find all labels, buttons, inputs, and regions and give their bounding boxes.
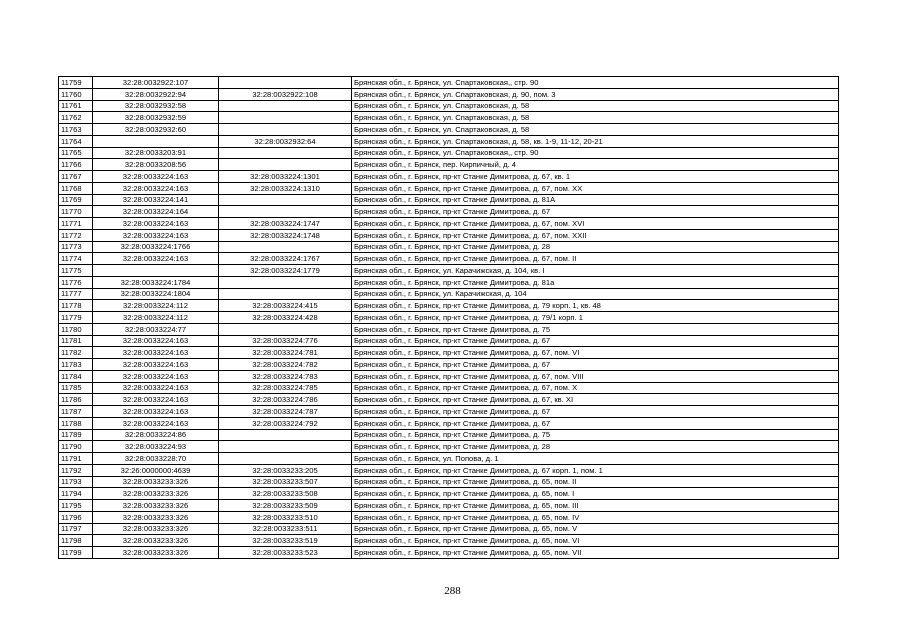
cadastral-number-cell: 32:28:0033224:1766 — [93, 241, 219, 253]
row-number-cell: 11768 — [59, 182, 93, 194]
table-row — [59, 441, 839, 453]
parent-cadastral-number-cell — [219, 276, 352, 288]
cadastral-number-cell: 32:28:0033224:163 — [93, 370, 219, 382]
table-row — [59, 417, 839, 429]
table-row — [59, 394, 839, 406]
table-row — [59, 535, 839, 547]
address-cell: Брянская обл., г. Брянск, пр-кт Станке Димитрова, д. 67 — [352, 406, 839, 418]
address-cell: Брянская обл., г. Брянск, пр-кт Станке Димитрова, д. 65, пом. II — [352, 476, 839, 488]
address-cell: Брянская обл., г. Брянск, пр-кт Станке Димитрова, д. 67, кв. XI — [352, 394, 839, 406]
cadastral-number-cell: 32:28:0033224:163 — [93, 406, 219, 418]
table-row — [59, 464, 839, 476]
table-row — [59, 171, 839, 183]
parent-cadastral-number-cell: 32:28:0033224:415 — [219, 300, 352, 312]
row-number-cell: 11789 — [59, 429, 93, 441]
address-cell: Брянская обл., г. Брянск, ул. Попова, д. 1 — [352, 453, 839, 465]
table-row — [59, 253, 839, 265]
cadastral-number-cell: 32:28:0033233:326 — [93, 476, 219, 488]
address-cell: Брянская обл., г. Брянск, пр-кт Станке Димитрова, д. 81а — [352, 276, 839, 288]
cadastral-number-cell: 32:28:0033233:326 — [93, 547, 219, 559]
registry-table-body — [59, 77, 839, 559]
cadastral-number-cell: 32:28:0033233:326 — [93, 488, 219, 500]
address-cell: Брянская обл., г. Брянск, пр-кт Станке Димитрова, д. 65, пом. I — [352, 488, 839, 500]
row-number-cell: 11762 — [59, 112, 93, 124]
parent-cadastral-number-cell: 32:28:0033224:781 — [219, 347, 352, 359]
table-row — [59, 511, 839, 523]
parent-cadastral-number-cell: 32:28:0033224:792 — [219, 417, 352, 429]
registry-table — [58, 76, 839, 559]
row-number-cell: 11788 — [59, 417, 93, 429]
table-row — [59, 124, 839, 136]
parent-cadastral-number-cell: 32:28:0032932:64 — [219, 135, 352, 147]
row-number-cell: 11799 — [59, 547, 93, 559]
cadastral-number-cell: 32:28:0033224:163 — [93, 417, 219, 429]
parent-cadastral-number-cell — [219, 206, 352, 218]
cadastral-number-cell: 32:28:0033224:163 — [93, 359, 219, 371]
row-number-cell: 11779 — [59, 312, 93, 324]
row-number-cell: 11793 — [59, 476, 93, 488]
cadastral-number-cell: 32:28:0033224:163 — [93, 347, 219, 359]
address-cell: Брянская обл., г. Брянск, пр-кт Станке Димитрова, д. 65, пом. VII — [352, 547, 839, 559]
row-number-cell: 11783 — [59, 359, 93, 371]
row-number-cell: 11786 — [59, 394, 93, 406]
table-row — [59, 312, 839, 324]
address-cell: Брянская обл., г. Брянск, пр-кт Станке Димитрова, д. 67, кв. 1 — [352, 171, 839, 183]
parent-cadastral-number-cell: 32:28:0033233:507 — [219, 476, 352, 488]
table-row — [59, 147, 839, 159]
row-number-cell: 11794 — [59, 488, 93, 500]
address-cell: Брянская обл., г. Брянск, пр-кт Станке Димитрова, д. 67, пом. II — [352, 253, 839, 265]
address-cell: Брянская обл., г. Брянск, пр-кт Станке Димитрова, д. 79 корп. 1, кв. 48 — [352, 300, 839, 312]
cadastral-number-cell: 32:28:0033224:86 — [93, 429, 219, 441]
address-cell: Брянская обл., г. Брянск, пер. Кирпичный, д. 4 — [352, 159, 839, 171]
row-number-cell: 11765 — [59, 147, 93, 159]
parent-cadastral-number-cell: 32:28:0033233:523 — [219, 547, 352, 559]
cadastral-number-cell: 32:28:0033224:163 — [93, 335, 219, 347]
address-cell: Брянская обл., г. Брянск, пр-кт Станке Димитрова, д. 67, пом. XVI — [352, 218, 839, 230]
address-cell: Брянская обл., г. Брянск, пр-кт Станке Димитрова, д. 67 — [352, 359, 839, 371]
table-row — [59, 100, 839, 112]
row-number-cell: 11775 — [59, 265, 93, 277]
cadastral-number-cell: 32:28:0033224:77 — [93, 323, 219, 335]
parent-cadastral-number-cell — [219, 159, 352, 171]
parent-cadastral-number-cell: 32:28:0033224:782 — [219, 359, 352, 371]
table-row — [59, 429, 839, 441]
row-number-cell: 11761 — [59, 100, 93, 112]
parent-cadastral-number-cell: 32:28:0033224:1767 — [219, 253, 352, 265]
cadastral-number-cell: 32:28:0033224:163 — [93, 182, 219, 194]
parent-cadastral-number-cell: 32:28:0033224:1747 — [219, 218, 352, 230]
cadastral-number-cell: 32:28:0033224:163 — [93, 394, 219, 406]
address-cell: Брянская обл., г. Брянск, пр-кт Станке Димитрова, д. 67, пом. VI — [352, 347, 839, 359]
address-cell: Брянская обл., г. Брянск, пр-кт Станке Димитрова, д. 67 — [352, 417, 839, 429]
row-number-cell: 11766 — [59, 159, 93, 171]
cadastral-number-cell: 32:26:0000000:4639 — [93, 464, 219, 476]
address-cell: Брянская обл., г. Брянск, ул. Спартаковская,, стр. 90 — [352, 147, 839, 159]
table-row — [59, 159, 839, 171]
parent-cadastral-number-cell — [219, 429, 352, 441]
address-cell: Брянская обл., г. Брянск, ул. Спартаковская, д. 90, пом. 3 — [352, 88, 839, 100]
cadastral-number-cell — [93, 265, 219, 277]
cadastral-number-cell: 32:28:0032932:59 — [93, 112, 219, 124]
cadastral-number-cell: 32:28:0033224:1784 — [93, 276, 219, 288]
parent-cadastral-number-cell — [219, 441, 352, 453]
row-number-cell: 11778 — [59, 300, 93, 312]
parent-cadastral-number-cell — [219, 288, 352, 300]
parent-cadastral-number-cell: 32:28:0033224:1310 — [219, 182, 352, 194]
row-number-cell: 11782 — [59, 347, 93, 359]
row-number-cell: 11785 — [59, 382, 93, 394]
parent-cadastral-number-cell: 32:28:0033233:510 — [219, 511, 352, 523]
row-number-cell: 11790 — [59, 441, 93, 453]
cadastral-number-cell: 32:28:0033228:70 — [93, 453, 219, 465]
parent-cadastral-number-cell — [219, 241, 352, 253]
address-cell: Брянская обл., г. Брянск, пр-кт Станке Димитрова, д. 67, пом. XXII — [352, 229, 839, 241]
cadastral-number-cell: 32:28:0032932:58 — [93, 100, 219, 112]
table-row — [59, 300, 839, 312]
table-row — [59, 206, 839, 218]
parent-cadastral-number-cell: 32:28:0033233:508 — [219, 488, 352, 500]
address-cell: Брянская обл., г. Брянск, пр-кт Станке Димитрова, д. 75 — [352, 323, 839, 335]
address-cell: Брянская обл., г. Брянск, пр-кт Станке Димитрова, д. 65, пом. III — [352, 500, 839, 512]
parent-cadastral-number-cell — [219, 194, 352, 206]
address-cell: Брянская обл., г. Брянск, ул. Спартаковская,, стр. 90 — [352, 77, 839, 89]
row-number-cell: 11784 — [59, 370, 93, 382]
address-cell: Брянская обл., г. Брянск, пр-кт Станке Димитрова, д. 67, пом. X — [352, 382, 839, 394]
row-number-cell: 11770 — [59, 206, 93, 218]
table-row — [59, 276, 839, 288]
row-number-cell: 11772 — [59, 229, 93, 241]
row-number-cell: 11792 — [59, 464, 93, 476]
parent-cadastral-number-cell — [219, 147, 352, 159]
parent-cadastral-number-cell: 32:28:0033233:509 — [219, 500, 352, 512]
address-cell: Брянская обл., г. Брянск, пр-кт Станке Димитрова, д. 81А — [352, 194, 839, 206]
row-number-cell: 11774 — [59, 253, 93, 265]
cadastral-number-cell: 32:28:0033224:93 — [93, 441, 219, 453]
address-cell: Брянская обл., г. Брянск, ул. Спартаковская, д. 58, кв. 1-9, 11-12, 20-21 — [352, 135, 839, 147]
row-number-cell: 11796 — [59, 511, 93, 523]
address-cell: Брянская обл., г. Брянск, пр-кт Станке Димитрова, д. 28 — [352, 241, 839, 253]
parent-cadastral-number-cell: 32:28:0033224:786 — [219, 394, 352, 406]
cadastral-number-cell: 32:28:0033233:326 — [93, 500, 219, 512]
cadastral-number-cell: 32:28:0032922:94 — [93, 88, 219, 100]
table-row — [59, 323, 839, 335]
row-number-cell: 11771 — [59, 218, 93, 230]
table-row — [59, 359, 839, 371]
address-cell: Брянская обл., г. Брянск, ул. Карачижская, д. 104 — [352, 288, 839, 300]
table-row — [59, 182, 839, 194]
parent-cadastral-number-cell — [219, 77, 352, 89]
cadastral-number-cell: 32:28:0033224:163 — [93, 229, 219, 241]
address-cell: Брянская обл., г. Брянск, пр-кт Станке Димитрова, д. 65, пом. V — [352, 523, 839, 535]
address-cell: Брянская обл., г. Брянск, пр-кт Станке Димитрова, д. 67, пом. XX — [352, 182, 839, 194]
row-number-cell: 11767 — [59, 171, 93, 183]
row-number-cell: 11780 — [59, 323, 93, 335]
table-row — [59, 218, 839, 230]
address-cell: Брянская обл., г. Брянск, пр-кт Станке Димитрова, д. 67 корп. 1, пом. 1 — [352, 464, 839, 476]
row-number-cell: 11769 — [59, 194, 93, 206]
cadastral-number-cell: 32:28:0033233:326 — [93, 523, 219, 535]
table-row — [59, 288, 839, 300]
address-cell: Брянская обл., г. Брянск, пр-кт Станке Димитрова, д. 79/1 корп. 1 — [352, 312, 839, 324]
table-row — [59, 229, 839, 241]
row-number-cell: 11763 — [59, 124, 93, 136]
parent-cadastral-number-cell: 32:28:0033224:787 — [219, 406, 352, 418]
cadastral-number-cell: 32:28:0033224:163 — [93, 171, 219, 183]
address-cell: Брянская обл., г. Брянск, пр-кт Станке Димитрова, д. 28 — [352, 441, 839, 453]
page-number: 288 — [444, 585, 461, 597]
table-row — [59, 370, 839, 382]
parent-cadastral-number-cell: 32:28:0032922:108 — [219, 88, 352, 100]
cadastral-number-cell: 32:28:0033224:164 — [93, 206, 219, 218]
parent-cadastral-number-cell: 32:28:0033224:776 — [219, 335, 352, 347]
parent-cadastral-number-cell: 32:28:0033224:428 — [219, 312, 352, 324]
table-row — [59, 500, 839, 512]
parent-cadastral-number-cell — [219, 124, 352, 136]
cadastral-number-cell: 32:28:0033233:326 — [93, 511, 219, 523]
table-row — [59, 241, 839, 253]
cadastral-number-cell: 32:28:0033208:56 — [93, 159, 219, 171]
address-cell: Брянская обл., г. Брянск, ул. Спартаковская, д. 58 — [352, 100, 839, 112]
parent-cadastral-number-cell: 32:28:0033233:511 — [219, 523, 352, 535]
parent-cadastral-number-cell: 32:28:0033224:1748 — [219, 229, 352, 241]
cadastral-number-cell — [93, 135, 219, 147]
address-cell: Брянская обл., г. Брянск, пр-кт Станке Димитрова, д. 67 — [352, 206, 839, 218]
parent-cadastral-number-cell: 32:28:0033224:1779 — [219, 265, 352, 277]
address-cell: Брянская обл., г. Брянск, пр-кт Станке Димитрова, д. 67 — [352, 335, 839, 347]
table-row — [59, 406, 839, 418]
row-number-cell: 11764 — [59, 135, 93, 147]
row-number-cell: 11781 — [59, 335, 93, 347]
cadastral-number-cell: 32:28:0033224:163 — [93, 253, 219, 265]
parent-cadastral-number-cell — [219, 323, 352, 335]
table-row — [59, 194, 839, 206]
address-cell: Брянская обл., г. Брянск, пр-кт Станке Димитрова, д. 67, пом. VIII — [352, 370, 839, 382]
row-number-cell: 11791 — [59, 453, 93, 465]
cadastral-number-cell: 32:28:0033224:141 — [93, 194, 219, 206]
row-number-cell: 11773 — [59, 241, 93, 253]
cadastral-number-cell: 32:28:0033224:163 — [93, 382, 219, 394]
address-cell: Брянская обл., г. Брянск, ул. Спартаковская, д. 58 — [352, 124, 839, 136]
parent-cadastral-number-cell: 32:28:0033224:783 — [219, 370, 352, 382]
address-cell: Брянская обл., г. Брянск, ул. Спартаковская, д. 58 — [352, 112, 839, 124]
parent-cadastral-number-cell — [219, 100, 352, 112]
cadastral-number-cell: 32:28:0033203:91 — [93, 147, 219, 159]
table-row — [59, 135, 839, 147]
address-cell: Брянская обл., г. Брянск, пр-кт Станке Димитрова, д. 65, пом. IV — [352, 511, 839, 523]
row-number-cell: 11759 — [59, 77, 93, 89]
cadastral-number-cell: 32:28:0033224:1804 — [93, 288, 219, 300]
table-row — [59, 547, 839, 559]
table-row — [59, 335, 839, 347]
parent-cadastral-number-cell: 32:28:0033224:785 — [219, 382, 352, 394]
cadastral-number-cell: 32:28:0033224:112 — [93, 312, 219, 324]
parent-cadastral-number-cell: 32:28:0033233:519 — [219, 535, 352, 547]
row-number-cell: 11760 — [59, 88, 93, 100]
address-cell: Брянская обл., г. Брянск, пр-кт Станке Димитрова, д. 75 — [352, 429, 839, 441]
row-number-cell: 11798 — [59, 535, 93, 547]
cadastral-number-cell: 32:28:0032932:60 — [93, 124, 219, 136]
parent-cadastral-number-cell: 32:28:0033233:205 — [219, 464, 352, 476]
parent-cadastral-number-cell — [219, 453, 352, 465]
row-number-cell: 11776 — [59, 276, 93, 288]
parent-cadastral-number-cell — [219, 112, 352, 124]
cadastral-number-cell: 32:28:0033233:326 — [93, 535, 219, 547]
row-number-cell: 11787 — [59, 406, 93, 418]
cadastral-number-cell: 32:28:0032922:107 — [93, 77, 219, 89]
table-row — [59, 77, 839, 89]
table-row — [59, 523, 839, 535]
table-row — [59, 453, 839, 465]
table-row — [59, 88, 839, 100]
address-cell: Брянская обл., г. Брянск, пр-кт Станке Димитрова, д. 65, пом. VI — [352, 535, 839, 547]
address-cell: Брянская обл., г. Брянск, ул. Карачижская, д. 104, кв. I — [352, 265, 839, 277]
table-row — [59, 347, 839, 359]
table-row — [59, 488, 839, 500]
cadastral-number-cell: 32:28:0033224:112 — [93, 300, 219, 312]
table-row — [59, 476, 839, 488]
row-number-cell: 11795 — [59, 500, 93, 512]
table-row — [59, 112, 839, 124]
row-number-cell: 11797 — [59, 523, 93, 535]
row-number-cell: 11777 — [59, 288, 93, 300]
parent-cadastral-number-cell: 32:28:0033224:1301 — [219, 171, 352, 183]
table-row — [59, 265, 839, 277]
cadastral-number-cell: 32:28:0033224:163 — [93, 218, 219, 230]
table-row — [59, 382, 839, 394]
